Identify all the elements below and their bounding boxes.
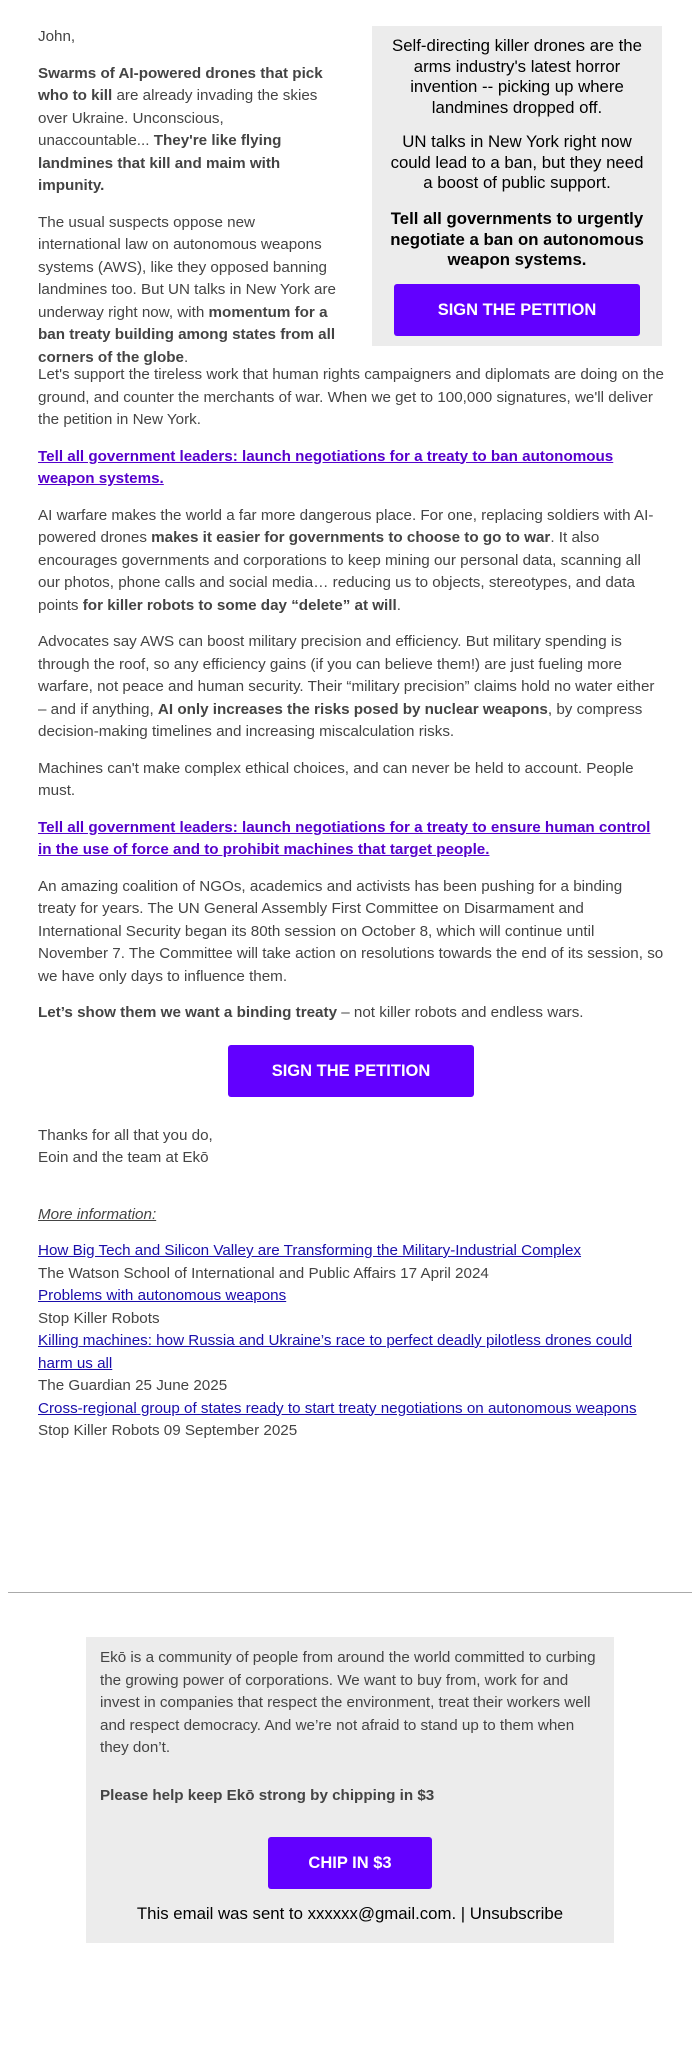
more-information-heading: More information: bbox=[38, 1205, 157, 1223]
intro-p2-bold-1: momentum for a ban treaty building among states from all corners of the globe bbox=[38, 303, 336, 366]
p4-bold-1: makes it easier for governments to choose to go to war bbox=[151, 529, 551, 546]
callout-text-1: Self-directing killer drones are the arms industry's latest horror invention -- picking up where landmines dropped off. bbox=[392, 36, 642, 117]
reference-link[interactable]: Killing machines: how Russia and Ukraine’s race to perfect deadly pilotless drones could harm us all bbox=[38, 1332, 633, 1372]
p4-text-2: . It also encourages governments and corporations to keep mining our personal data, scanning all our photos, phone calls and social media… reducing us to objects, stereotypes, and data points bbox=[38, 529, 641, 614]
callout-text-3: Tell all governments to urgently negotiate a ban on autonomous weapon systems. bbox=[390, 209, 644, 269]
intro-column bbox=[38, 26, 338, 369]
p4-text-1: AI warfare makes the world a far more dangerous place. For one, replacing soldiers with AI-powered drones bbox=[38, 506, 654, 546]
p8-bold-1: Let’s show them we want a binding treaty bbox=[38, 1004, 338, 1021]
reference-link[interactable]: Cross-regional group of states ready to start treaty negotiations on autonomous weapons bbox=[38, 1399, 637, 1417]
paragraph-binding-treaty bbox=[38, 1002, 664, 1025]
reference-source: The Guardian 25 June 2025 bbox=[38, 1377, 228, 1394]
intro-p2-text-1: The usual suspects oppose new international law on autonomous weapons systems (AWS), like they opposed banning landmines too. But UN talks in New York are underway right now, with bbox=[38, 213, 336, 321]
unsubscribe-link[interactable]: Unsubscribe bbox=[469, 1904, 564, 1923]
paragraph-advocates bbox=[38, 631, 664, 744]
p8-text-1: – not killer robots and endless wars. bbox=[337, 1004, 584, 1021]
footer-donation-ask: Please help keep Ekō strong by chipping in $3 bbox=[100, 1787, 435, 1804]
footer-separator: | bbox=[456, 1904, 470, 1923]
button-row bbox=[38, 1039, 664, 1125]
intro-paragraph-1 bbox=[38, 63, 338, 198]
reference-link[interactable]: Problems with autonomous weapons bbox=[38, 1287, 287, 1304]
callout-text-2: UN talks in New York right now could lead to a ban, but they need a boost of public support. bbox=[390, 132, 644, 192]
main-content bbox=[38, 364, 664, 1443]
footer-sent-to bbox=[86, 1903, 614, 1925]
p5-text-1: Advocates say AWS can boost military precision and efficiency. But military spending is through the roof, so any efficiency gains (if you can believe them!) are just fueling more warfare, not peace and human security. Their “military precision” claims hold no water either – and if anything, bbox=[38, 633, 655, 718]
p5-bold-1: AI only increases the risks posed by nuclear weapons bbox=[157, 700, 548, 718]
greeting: John, bbox=[38, 28, 76, 45]
intro-p1-bold-1: Swarms of AI-powered drones that pick who to kill bbox=[38, 64, 323, 104]
petition-link-human-control[interactable]: Tell all government leaders: launch negotiations for a treaty to ensure human control in the use of force and to prohibit machines that target people. bbox=[38, 818, 651, 858]
reference-source: Stop Killer Robots bbox=[38, 1309, 160, 1327]
intro-p1-text-1: are already invading the skies over Ukraine. Unconscious, unaccountable... bbox=[38, 87, 318, 149]
paragraph-coalition: An amazing coalition of NGOs, academics and activists has been pushing for a binding treaty for years. The UN General Assembly First Committee on Disarmament and International Security began its 80th session on October 8, which will continue until November 7. The Committee will take action on resolutions towards the end of its session, so we have only days to influence them. bbox=[38, 877, 664, 985]
sign-petition-button-top[interactable]: SIGN THE PETITION bbox=[394, 284, 640, 336]
reference-source: The Watson School of International and Public Affairs 17 April 2024 bbox=[38, 1264, 489, 1282]
footer-box bbox=[86, 1637, 614, 1943]
intro-p2-text-2: . bbox=[184, 348, 189, 366]
petition-callout-box bbox=[372, 26, 662, 346]
p4-text-3: . bbox=[396, 596, 401, 614]
reference-link[interactable]: How Big Tech and Silicon Valley are Transforming the Military-Industrial Complex bbox=[38, 1242, 582, 1259]
signoff-line-1: Thanks for all that you do, bbox=[38, 1126, 213, 1144]
references-list bbox=[38, 1240, 664, 1443]
paragraph-ai-warfare bbox=[38, 505, 664, 618]
sign-petition-button-bottom[interactable]: SIGN THE PETITION bbox=[228, 1045, 474, 1097]
paragraph-machines: Machines can't make complex ethical choices, and can never be held to account. People must. bbox=[38, 759, 634, 799]
intro-paragraph-2 bbox=[38, 212, 338, 370]
p4-bold-2: for killer robots to some day “delete” at will bbox=[82, 596, 397, 614]
footer-divider bbox=[8, 1592, 692, 1593]
intro-p1-bold-2: They're like flying landmines that kill and maim with impunity. bbox=[38, 132, 282, 194]
reference-source: Stop Killer Robots 09 September 2025 bbox=[38, 1422, 298, 1439]
paragraph-support: Let's support the tireless work that human rights campaigners and diplomats are doing on the ground, and counter the merchants of war. When we get to 100,000 signatures, we'll deliver the petition in New York. bbox=[38, 366, 664, 428]
footer-about: Ekō is a community of people from around the world committed to curbing the growing power of corporations. We want to buy from, work for and invest in companies that respect the environment, treat their workers well and respect democracy. And we’re not afraid to stand up to them when they don’t. bbox=[100, 1649, 596, 1756]
signoff-line-2: Eoin and the team at Ekō bbox=[38, 1149, 209, 1166]
chip-in-button[interactable]: CHIP IN $3 bbox=[268, 1837, 432, 1889]
sent-to-text: This email was sent to xxxxxx@gmail.com. bbox=[136, 1904, 457, 1923]
p5-text-2: , by compress decision-making timelines and increasing miscalculation risks. bbox=[38, 700, 643, 740]
petition-link-ban[interactable]: Tell all government leaders: launch negotiations for a treaty to ban autonomous weapon systems. bbox=[38, 447, 614, 487]
